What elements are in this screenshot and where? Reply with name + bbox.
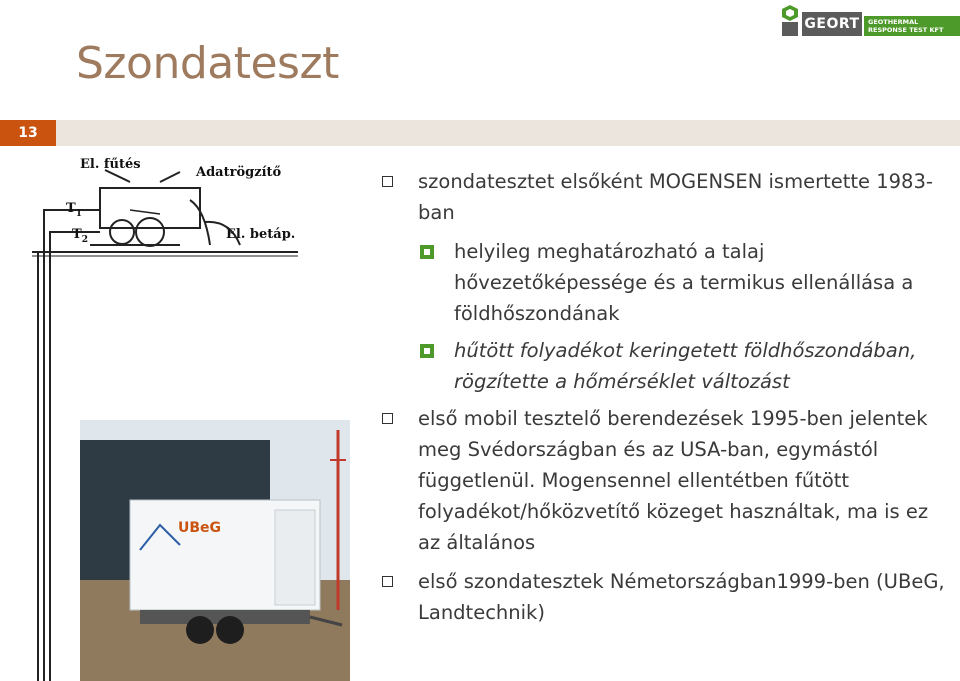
bullet-text: helyileg meghatározható a talaj hővezetőképessége és a termikus ellenállása a földhőszondának	[454, 240, 914, 325]
label-heater: El. fűtés	[80, 157, 141, 172]
bullet-text: hűtött folyadékot keringetett földhőszondában, rögzítette a hőmérséklet változást	[454, 339, 917, 393]
logo-tagline-line2: RESPONSE TEST KFT	[868, 26, 944, 34]
list-item	[380, 166, 950, 228]
checkbox-bullet-icon	[382, 576, 393, 587]
slide-content	[380, 166, 950, 636]
bullet-text: szondatesztet elsőként MOGENSEN ismertette 1983-ban	[418, 170, 933, 224]
header-bar	[0, 120, 960, 146]
bullet-text: első mobil tesztelő berendezések 1995-ben jelentek meg Svédországban és az USA-ban, egymástól függetlenül. Mogensennel ellentétben fűtött folyadékot/hőközvetítő közeget használtak, ma is ez az általános	[418, 407, 929, 554]
trailer-photo	[80, 420, 350, 681]
trailer-brand: UBeG	[178, 520, 222, 536]
hexagon-logo-icon	[780, 4, 800, 36]
logo-tagline	[864, 16, 960, 36]
trailer-illustration	[80, 420, 350, 681]
label-t1: $T_1$	[66, 201, 82, 219]
geort-logo	[780, 4, 960, 36]
list-item	[380, 236, 950, 329]
slide-number: 13	[0, 120, 56, 146]
square-bullet-icon	[420, 245, 434, 259]
list-item	[380, 403, 950, 558]
list-item	[380, 335, 950, 397]
checkbox-bullet-icon	[382, 176, 393, 187]
logo-tagline-line1: GEOTHERMAL	[868, 18, 919, 26]
slide-title: Szondateszt	[76, 38, 339, 89]
bullet-text: első szondatesztek Németországban1999-ben (UBeG, Landtechnik)	[418, 570, 945, 624]
logo-brand: GEORT	[802, 12, 862, 36]
label-t2: $T_2$	[72, 227, 88, 245]
list-item	[380, 566, 950, 628]
label-logger: Adatrögzítő	[196, 165, 282, 180]
square-bullet-icon	[420, 344, 434, 358]
checkbox-bullet-icon	[382, 413, 393, 424]
label-power: El. betáp.	[226, 227, 296, 242]
